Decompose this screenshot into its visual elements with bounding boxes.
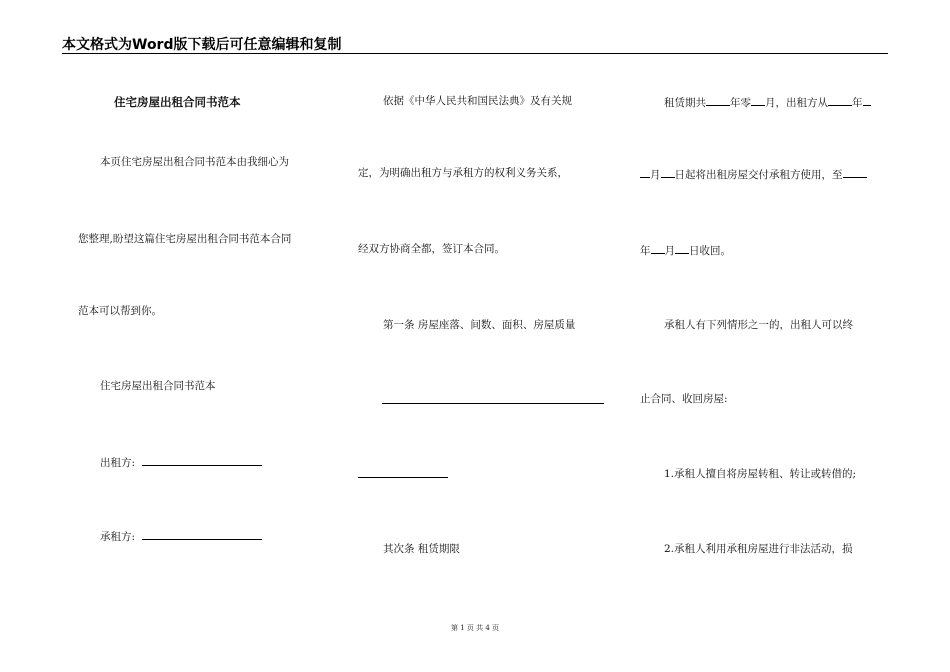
end-month-blank (651, 242, 665, 254)
end-day-blank (675, 242, 689, 254)
termination-line-2: 止合同、收回房屋: (640, 393, 728, 405)
start-year-blank (828, 94, 852, 106)
lessor-label: 出租方: (100, 457, 136, 469)
termination-item-2: 2.承租人利用承租房屋进行非法活动，损 (664, 543, 853, 555)
basis-line-2: 定，为明确出租方与承租方的权利义务关系， (358, 167, 568, 179)
start-month-blank-2 (640, 166, 650, 178)
row3-text: 日收回。 (689, 245, 731, 257)
intro-line-2: 您整理,盼望这篇住宅房屋出租合同书范本合同 (78, 233, 292, 245)
start-month-blank (863, 94, 871, 106)
article-1-heading: 第一条 房屋座落、间数、面积、房屋质量 (383, 319, 576, 331)
row2-text: 日起将出租房屋交付承租方使用，至 (674, 169, 843, 181)
lessee-label: 承租方: (100, 531, 136, 543)
intro-line-1: 本页住宅房屋出租合同书范本由我细心为 (100, 156, 289, 168)
termination-item-1: 1.承租人擅自将房屋转租、转让或转借的; (664, 468, 857, 480)
article-1-blank-line-short (358, 477, 448, 478)
lease-term-line-2 (640, 166, 867, 182)
term-year: 年 (852, 97, 863, 109)
intro-line-3: 范本可以帮到你。 (78, 305, 162, 317)
lessor-blank (142, 454, 262, 466)
start-day-blank (661, 166, 675, 178)
document-title: 住宅房屋出租合同书范本 (114, 95, 241, 109)
end-year-blank-a (843, 166, 867, 178)
lessee-field (100, 528, 262, 544)
term-years-blank (706, 94, 730, 106)
basis-line-3: 经双方协商全都，签订本合同。 (358, 243, 505, 255)
lease-term-line-1 (664, 94, 871, 110)
term-year-zero: 年零 (730, 97, 751, 109)
term-months-blank (751, 94, 765, 106)
term-prefix: 租赁期共 (664, 97, 706, 109)
contract-subtitle: 住宅房屋出租合同书范本 (100, 380, 216, 392)
lessor-field (100, 454, 262, 470)
term-month-from: 月，出租方从 (765, 97, 828, 109)
termination-line-1: 承租人有下列情形之一的，出租人可以终 (664, 319, 853, 331)
row3-month: 月 (664, 245, 675, 257)
basis-line-1: 依据《中华人民共和国民法典》及有关规 (383, 95, 572, 107)
row3-year: 年 (640, 245, 651, 257)
lessee-blank (142, 528, 262, 540)
lease-term-line-3 (640, 242, 731, 258)
header-divider (62, 53, 888, 54)
row2-month: 月 (650, 169, 661, 181)
article-1-blank-line (382, 403, 604, 404)
article-2-heading: 其次条 租赁期限 (383, 543, 460, 555)
page-header-title: 本文格式为Word版下载后可任意编辑和复制 (62, 37, 342, 53)
page-footer: 第 1 页 共 4 页 (450, 624, 500, 632)
